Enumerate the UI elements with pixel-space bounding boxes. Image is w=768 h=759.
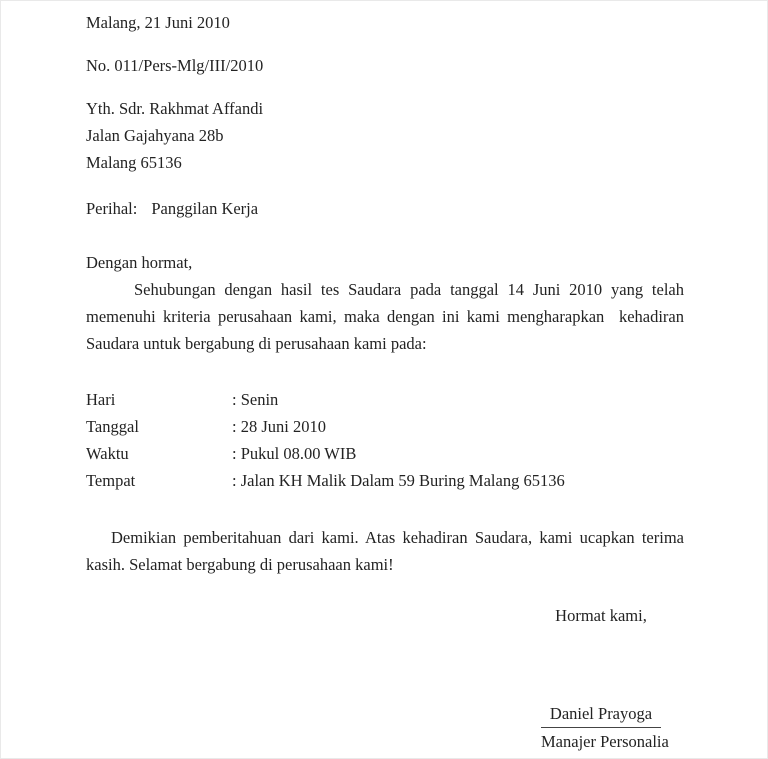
detail-row-day — [86, 386, 684, 413]
detail-value: : Senin — [232, 390, 279, 409]
salutation: Dengan hormat, — [86, 253, 193, 272]
details-table — [86, 386, 684, 494]
recipient-name: Yth. Sdr. Rakhmat Affandi — [86, 99, 264, 118]
detail-label: Hari — [86, 390, 116, 409]
closing-paragraph: Demikian pemberitahuan dari kami. Atas kehadiran Saudara, kami ucapkan terima kasih. Selamat bergabung di perusahaan kami! — [86, 528, 689, 574]
detail-row-time — [86, 440, 684, 467]
signature-space — [541, 629, 661, 700]
recipient-block — [86, 95, 684, 176]
detail-row-date — [86, 413, 684, 440]
detail-row-place — [86, 467, 684, 494]
subject-value: Panggilan Kerja — [151, 199, 259, 218]
detail-label: Waktu — [86, 444, 129, 463]
signature-block — [541, 602, 669, 755]
body-paragraph: Sehubungan dengan hasil tes Saudara pada tanggal 14 Juni 2010 yang telah memenuhi kriteria perusahaan kami, maka dengan ini kami mengharapkan kehadiran Saudara untuk bergabung di perusahaan kami pada: — [86, 280, 689, 353]
detail-value: : 28 Juni 2010 — [232, 417, 326, 436]
signature-salutation: Hormat kami, — [555, 606, 647, 625]
detail-label: Tempat — [86, 471, 136, 490]
letter-date: Malang, 21 Juni 2010 — [86, 13, 230, 32]
signatory-name: Daniel Prayoga — [541, 700, 661, 728]
detail-value: : Jalan KH Malik Dalam 59 Buring Malang 65136 — [232, 471, 565, 490]
recipient-city: Malang 65136 — [86, 153, 182, 172]
recipient-street: Jalan Gajahyana 28b — [86, 126, 224, 145]
letter-ref-number: No. 011/Pers-Mlg/III/2010 — [86, 56, 264, 75]
subject-label: Perihal: — [86, 199, 138, 218]
detail-label: Tanggal — [86, 417, 139, 436]
subject-line — [86, 195, 684, 222]
detail-value: : Pukul 08.00 WIB — [232, 444, 357, 463]
signatory-title: Manajer Personalia — [541, 732, 669, 751]
